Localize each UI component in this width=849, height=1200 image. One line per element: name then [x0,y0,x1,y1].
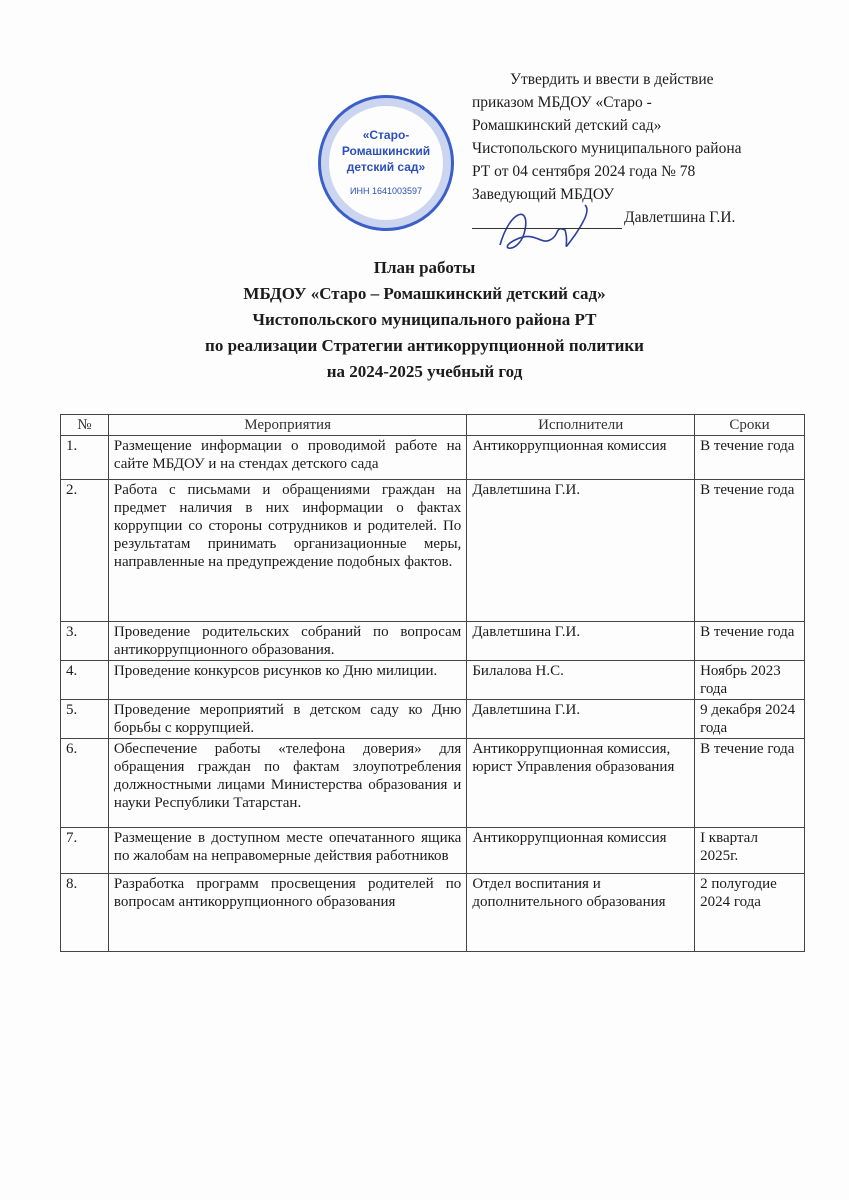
signature-line [472,206,742,229]
signatory-name: Давлетшина Г.И. [624,209,736,226]
row-event: Обеспечение работы «телефона доверия» для обращения граждан по фактам злоупотребления должностными лицами Министерства образования и науки Республики Татарстан. [108,739,466,828]
plan-table [60,414,805,952]
row-executor: Давлетшина Г.И. [467,700,695,739]
row-executor: Антикоррупционная комиссия [467,436,695,480]
row-event: Размещение в доступном месте опечатанного ящика по жалобам на неправомерные действия работников [108,828,466,874]
document-title [0,255,849,385]
approval-line: Чистопольского муниципального района [472,140,742,157]
table-row [61,480,805,622]
row-term: Ноябрь 2023 года [695,661,805,700]
row-term: 2 полугодие 2024 года [695,874,805,952]
title-line: МБДОУ «Старо – Ромашкинский детский сад» [243,284,606,303]
table-row [61,622,805,661]
table-row [61,874,805,952]
table-row [61,828,805,874]
row-number: 5. [61,700,109,739]
row-number: 6. [61,739,109,828]
row-term: В течение года [695,480,805,622]
organization-stamp [318,95,454,231]
table-row [61,661,805,700]
stamp-text: детский сад» [346,160,426,174]
table-row [61,436,805,480]
row-event: Проведение конкурсов рисунков ко Дню милиции. [108,661,466,700]
header-terms: Сроки [695,415,805,436]
row-term: В течение года [695,622,805,661]
row-term: 9 декабря 2024 года [695,700,805,739]
row-executor: Антикоррупционная комиссия, юрист Управления образования [467,739,695,828]
approval-block [472,68,742,229]
title-line: на 2024-2025 учебный год [326,362,523,381]
stamp-text: ИНН 1641003597 [349,186,423,196]
table-row [61,700,805,739]
approval-line: Заведующий МБДОУ [472,186,615,203]
row-event: Проведение мероприятий в детском саду ко Дню борьбы с коррупцией. [108,700,466,739]
stamp-text: Ромашкинский [341,144,431,158]
approval-line: приказом МБДОУ «Старо - [472,94,652,111]
title-line: План работы [373,258,476,277]
table-header [61,415,805,436]
row-number: 2. [61,480,109,622]
row-event: Разработка программ просвещения родителей по вопросам антикоррупционного образования [108,874,466,952]
row-executor: Отдел воспитания и дополнительного образования [467,874,695,952]
approval-line: Ромашкинский детский сад» [472,117,662,134]
row-term: В течение года [695,436,805,480]
row-number: 3. [61,622,109,661]
row-number: 1. [61,436,109,480]
stamp-text: «Старо- [362,128,410,142]
row-executor: Антикоррупционная комиссия [467,828,695,874]
table-row [61,739,805,828]
row-number: 4. [61,661,109,700]
header-events: Мероприятия [108,415,466,436]
row-event: Размещение информации о проводимой работе на сайте МБДОУ и на стендах детского сада [108,436,466,480]
row-number: 8. [61,874,109,952]
approval-line: РТ от 04 сентября 2024 года № 78 [472,163,696,180]
title-line: Чистопольского муниципального района РТ [252,310,597,329]
row-event: Работа с письмами и обращениями граждан на предмет наличия в них информации о фактах коррупции со стороны сотрудников и родителей. По результатам принимать организационные меры, направленные на предупреждение подобных фактов. [108,480,466,622]
row-executor: Давлетшина Г.И. [467,622,695,661]
row-event: Проведение родительских собраний по вопросам антикоррупционного образования. [108,622,466,661]
row-executor: Билалова Н.С. [467,661,695,700]
row-executor: Давлетшина Г.И. [467,480,695,622]
header-executors: Исполнители [467,415,695,436]
row-number: 7. [61,828,109,874]
header-number: № [61,415,109,436]
title-line: по реализации Стратегии антикоррупционной политики [205,336,644,355]
row-term: В течение года [695,739,805,828]
approval-line: Утвердить и ввести в действие [510,71,714,88]
row-term: I квартал 2025г. [695,828,805,874]
